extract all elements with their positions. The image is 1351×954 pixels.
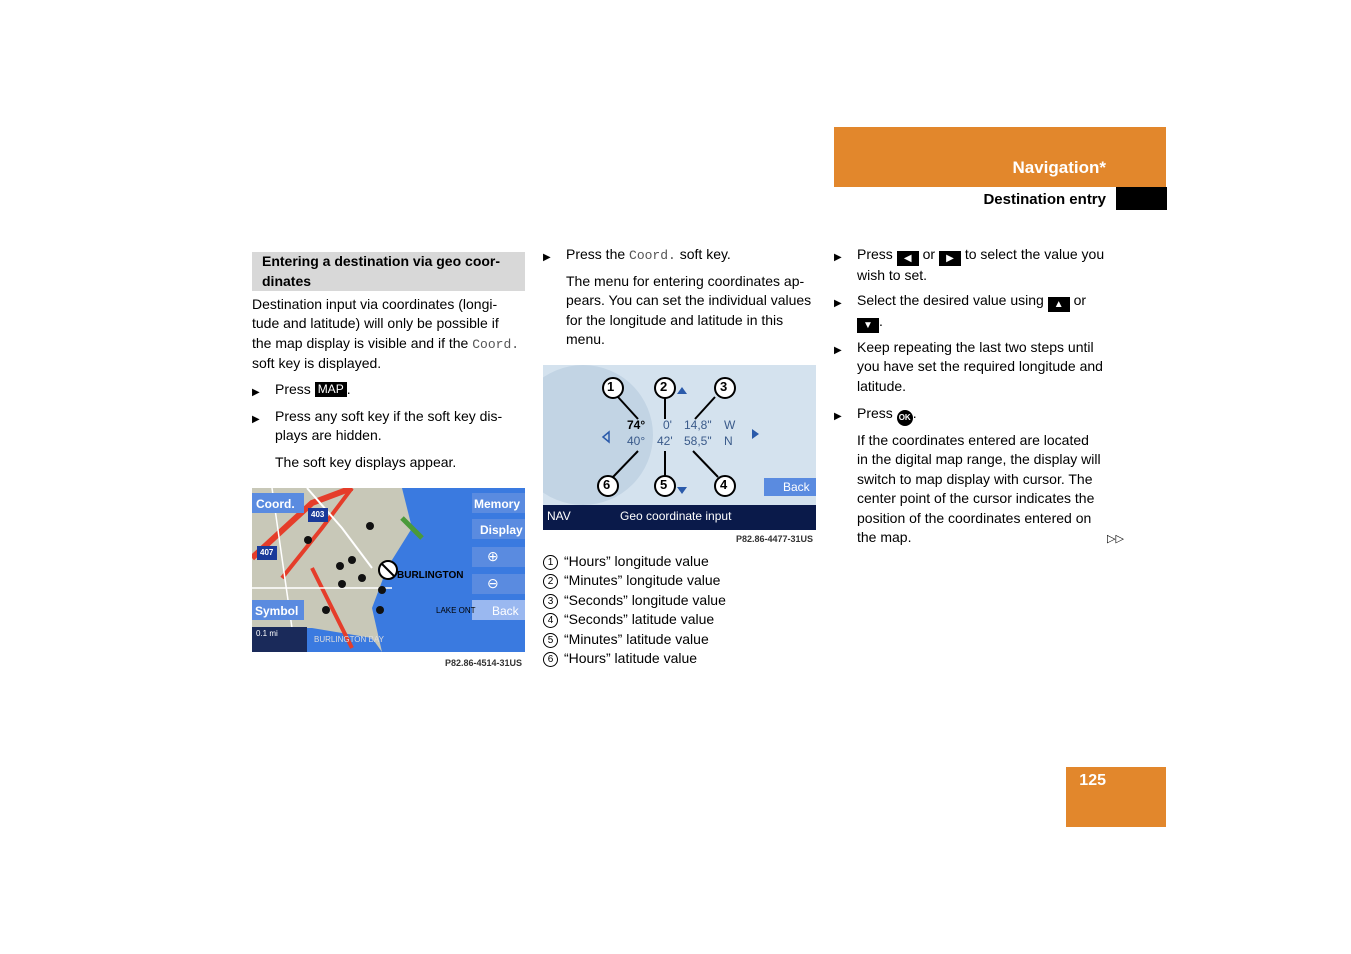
coord-softkey-ref: Coord. — [472, 336, 520, 352]
menu-title: Geo coordinate input — [620, 509, 732, 523]
intro-text: the map display is visible and if the — [252, 334, 469, 351]
route-shield-403: 403 — [311, 510, 325, 519]
back-softkey[interactable]: Back — [492, 604, 519, 618]
bullet-icon: ▶ — [834, 252, 842, 263]
header-bar — [834, 127, 1166, 187]
step-text: Press — [857, 246, 893, 262]
city-label: BURLINGTON — [397, 570, 464, 581]
callout-number: 6 — [543, 652, 558, 667]
legend-item — [543, 552, 818, 571]
legend-item — [543, 630, 818, 649]
right-arrow-key-icon: ▶ — [939, 251, 961, 266]
map-illustration — [252, 488, 525, 652]
callout-4: 4 — [720, 477, 728, 492]
callout-5: 5 — [660, 477, 668, 492]
route-shield-407: 407 — [260, 548, 274, 557]
callout-6: 6 — [603, 477, 611, 492]
desc-line: for the longitude and latitude in this — [566, 311, 784, 328]
map-key-icon: MAP — [315, 382, 347, 397]
callout-1: 1 — [607, 379, 615, 394]
callout-number: 2 — [543, 574, 558, 589]
result-line: position of the coordinates entered on — [857, 509, 1092, 526]
longitude-hours[interactable]: 74° — [627, 418, 646, 432]
bullet-icon: ▶ — [252, 387, 260, 398]
coord-softkey[interactable]: Coord. — [256, 497, 295, 511]
result-line: in the digital map range, the display will — [857, 451, 1101, 468]
display-softkey[interactable]: Display — [480, 523, 523, 537]
legend-item — [543, 610, 818, 629]
legend-item — [543, 649, 818, 668]
legend-item — [543, 591, 818, 610]
step-line: latitude. — [857, 377, 907, 394]
step-press-softkey — [252, 407, 527, 446]
step-press-ok: ▶ Press OK . — [834, 404, 1114, 426]
nav-label: NAV — [547, 509, 571, 523]
intro-paragraph — [252, 295, 527, 374]
result-paragraph — [857, 431, 1112, 547]
legend-text: “Minutes” latitude value — [564, 630, 709, 647]
left-arrow-key-icon: ◀ — [897, 251, 919, 266]
step-text: Press — [275, 381, 311, 397]
result-line: center point of the cursor indicates the — [857, 490, 1095, 507]
bullet-icon: ▶ — [252, 414, 260, 425]
step-text: soft key. — [679, 246, 731, 262]
figure-caption: P82.86-4477-31US — [736, 534, 814, 544]
desc-line: pears. You can set the individual values — [566, 292, 812, 309]
legend-text: “Seconds” latitude value — [564, 611, 715, 628]
callout-number: 3 — [543, 594, 558, 609]
zoom-out-icon[interactable]: ⊖ — [487, 575, 499, 591]
callout-legend — [543, 552, 818, 668]
up-arrow-key-icon: ▲ — [1048, 297, 1070, 312]
chapter-title: Navigation* — [1012, 158, 1106, 177]
bullet-icon: ▶ — [834, 411, 842, 422]
latitude-direction: N — [724, 434, 733, 448]
result-line: switch to map display with cursor. The — [857, 470, 1093, 487]
latitude-minutes[interactable]: 42' — [657, 434, 673, 448]
legend-text: “Hours” latitude value — [564, 650, 698, 667]
latitude-hours[interactable]: 40° — [627, 434, 646, 448]
callout-number: 1 — [543, 555, 558, 570]
callout-number: 5 — [543, 633, 558, 648]
header-marker — [1116, 187, 1167, 210]
memory-softkey[interactable]: Memory — [474, 497, 521, 511]
step-press-map — [252, 380, 527, 399]
legend-item — [543, 571, 818, 590]
continue-icon: ▷▷ — [1107, 533, 1124, 545]
step-select-value — [834, 245, 1114, 285]
longitude-minutes[interactable]: 0' — [663, 418, 672, 432]
step-result: The soft key displays appear. — [275, 454, 457, 470]
legend-text: “Minutes” longitude value — [564, 572, 721, 589]
scale-label: 0.1 mi — [256, 629, 278, 638]
step-line: Keep repeating the last two steps until — [857, 339, 1094, 355]
geo-input-figure — [543, 365, 816, 530]
symbol-softkey[interactable]: Symbol — [255, 604, 299, 618]
back-softkey[interactable]: Back — [783, 480, 810, 494]
down-arrow-key-icon: ▼ — [857, 318, 879, 333]
latitude-seconds[interactable]: 58,5" — [684, 434, 712, 448]
ok-key-icon: OK — [897, 410, 913, 426]
step-text: Press the — [566, 246, 626, 262]
page-number: 125 — [1079, 772, 1106, 789]
map-display-figure — [252, 488, 525, 652]
coord-softkey-ref: Coord. — [629, 248, 676, 263]
longitude-seconds[interactable]: 14,8" — [684, 418, 712, 432]
bullet-icon: ▶ — [543, 252, 551, 263]
step-text: or — [1073, 292, 1087, 308]
section-heading: Entering a destination via geo coor-dinates — [262, 253, 501, 289]
intro-line: Destination input via coordinates (longi- — [252, 296, 498, 312]
desc-line: menu. — [566, 331, 605, 348]
legend-text: “Hours” longitude value — [564, 553, 709, 569]
step-text: to select the value you — [964, 246, 1105, 262]
menu-description — [566, 272, 821, 350]
step-set-value: ▶ Select the desired value using ▲ or ▼ . — [834, 292, 1087, 331]
result-line: If the coordinates entered are located — [857, 432, 1089, 448]
step-line: plays are hidden. — [275, 427, 382, 444]
bullet-icon: ▶ — [834, 298, 842, 309]
figure-caption: P82.86-4514-31US — [445, 658, 523, 668]
intro-line — [252, 334, 527, 354]
step-text: . — [346, 381, 351, 397]
callout-number: 4 — [543, 613, 558, 628]
step-line: you have set the required longitude and — [857, 358, 1103, 375]
callout-3: 3 — [720, 379, 728, 394]
step-text: or — [922, 246, 936, 262]
step-line: wish to set. — [857, 267, 928, 283]
legend-text: “Seconds” longitude value — [564, 591, 726, 608]
step-press-coord — [543, 245, 818, 265]
bay-label: BURLINGTON BAY — [314, 635, 384, 644]
intro-line: soft key is displayed. — [252, 355, 382, 372]
result-line: the map. — [857, 529, 912, 546]
bullet-icon: ▶ — [834, 345, 842, 356]
intro-line: tude and latitude) will only be possible if — [252, 315, 499, 332]
callout-2: 2 — [660, 379, 668, 394]
zoom-in-icon[interactable]: ⊕ — [487, 548, 499, 564]
lake-label: LAKE ONT — [436, 606, 476, 615]
geo-screen-illustration — [543, 365, 816, 530]
section-subtitle: Destination entry — [983, 191, 1106, 208]
step-line: Press any soft key if the soft key dis- — [275, 408, 503, 424]
step-text: Select the desired value using — [857, 292, 1044, 308]
step-repeat — [834, 338, 1114, 396]
step-text: Press — [857, 405, 893, 421]
longitude-direction: W — [724, 418, 736, 432]
desc-line: The menu for entering coordinates ap- — [566, 273, 805, 289]
